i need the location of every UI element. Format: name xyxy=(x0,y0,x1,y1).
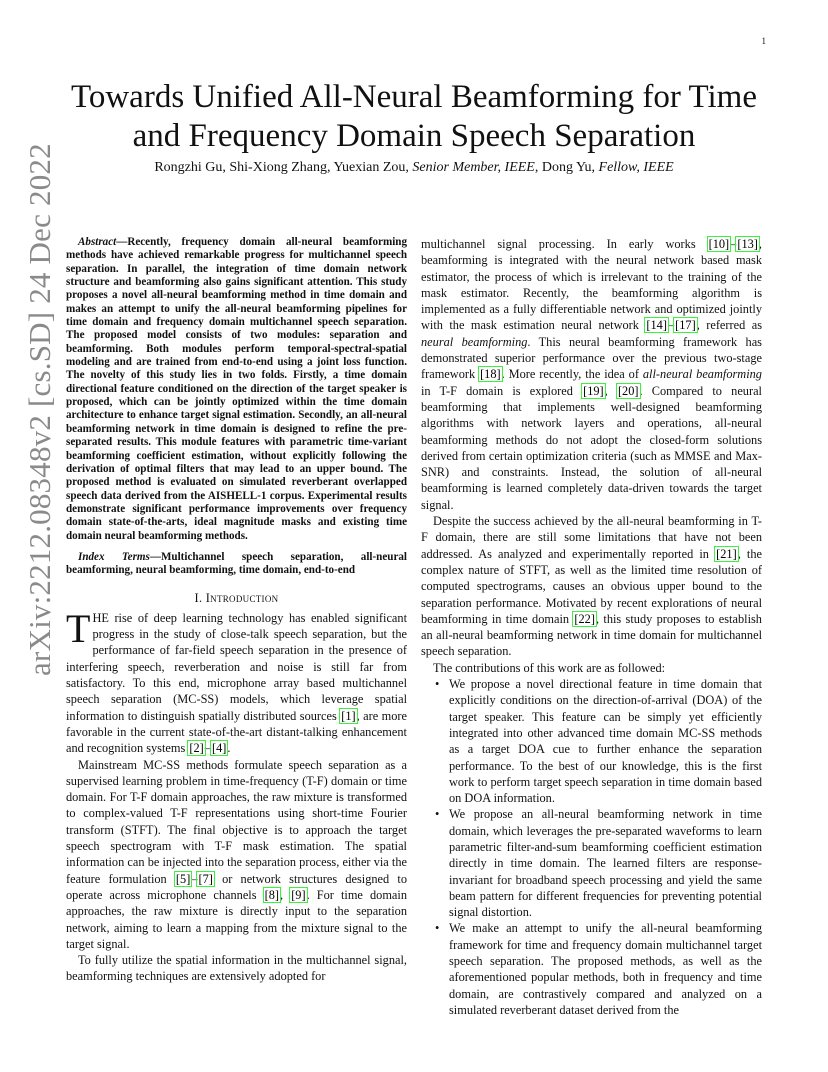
term-neural-beamforming: neural beamforming xyxy=(421,334,528,349)
index-terms-text: —Multichannel speech separation, all-neural beamforming, neural beamforming, time domain, end-to-end xyxy=(66,550,407,577)
citation-link[interactable]: [20] xyxy=(617,383,639,398)
contributions-intro: The contributions of this work are as followed: xyxy=(433,660,666,675)
r2-text: Despite the success achieved by the all-neural beamforming in T-F domain, there are still some limitations that have not been addressed. As analyzed and experimentally reported in xyxy=(421,514,762,561)
r1e-text: . More recently, the idea of xyxy=(501,367,643,382)
right-paragraph-2 xyxy=(421,513,762,660)
citation-link[interactable]: [22] xyxy=(574,611,595,626)
citation-link[interactable]: [10] xyxy=(708,237,730,251)
range-dash: – xyxy=(730,237,737,251)
index-terms-lead: Index Terms xyxy=(78,550,150,563)
r2c-text: , this study proposes to establish an all-neural beamforming network in time domain for multichannel speech separation. xyxy=(421,611,762,659)
intro-paragraph-3: To fully utilize the spatial information in the multichannel signal, beamforming techniques are extensively adopted for xyxy=(66,953,407,984)
intro-p2c-text: . For time domain approaches, the raw mixture is directly input to the separation network, aiming to learn a mapping from the mixture signal to the target signal. xyxy=(66,887,408,951)
range-dash: – xyxy=(667,318,675,333)
section-title: Introduction xyxy=(205,590,279,605)
author-title-fellow: Fellow, IEEE xyxy=(598,160,674,175)
bullet-icon: • xyxy=(435,921,440,936)
left-column xyxy=(66,236,407,985)
index-terms xyxy=(66,551,407,578)
author-names: Rongzhi Gu, Shi-Xiong Zhang, Yuexian Zou, xyxy=(154,160,409,175)
citation-link[interactable]: [5] xyxy=(175,871,191,886)
paper-title: Towards Unified All-Neural Beamforming for Time and Frequency Domain Speech Separation xyxy=(71,79,757,154)
drop-cap: T xyxy=(66,605,91,651)
term-all-neural-beamforming: all-neural beamforming xyxy=(642,367,762,382)
r1c-text: , referred as xyxy=(696,318,763,333)
citation-link[interactable]: [2] xyxy=(189,741,204,756)
citation-link[interactable]: [13] xyxy=(737,237,758,251)
bullet-icon: • xyxy=(435,677,440,692)
right-paragraph-1 xyxy=(421,236,762,513)
bullet-icon: • xyxy=(435,807,440,822)
citation-link[interactable]: [7] xyxy=(198,871,213,886)
author-name-dong-yu: , Dong Yu, xyxy=(534,160,596,175)
citation-link[interactable]: [8] xyxy=(264,887,280,902)
intro-p2-text: Mainstream MC-SS methods formulate speech separation as a supervised learning problem in time-frequency (T-F) domain or time domain. For T-F domain approaches, the raw mixture is transformed to complex-valued T-F representations using short-time Fourier transform (STFT). The final objective is to approach the target speech spectrogram with T-F mask estimation. The spatial information can be injected into the separation process, either via the feature formulation xyxy=(66,757,407,886)
citation-link[interactable]: [14] xyxy=(646,318,667,333)
intro-paragraph-2 xyxy=(66,757,407,953)
comma: , xyxy=(280,887,291,902)
citation-link[interactable]: [9] xyxy=(291,887,306,902)
section-heading-introduction xyxy=(66,590,407,606)
contributions-list xyxy=(421,676,762,1018)
abstract-lead: Abstract xyxy=(78,236,117,248)
period: . xyxy=(227,741,231,756)
abstract xyxy=(66,236,407,543)
intro-p2b-text: or network structures designed to operate across microphone channels xyxy=(66,871,407,902)
intro-p1b-text: , are more favorable in the current state-of-the-art distant-talking enhancement and recognition systems xyxy=(66,708,407,756)
range-dash: – xyxy=(191,871,198,886)
r1f-text: in T-F domain is explored xyxy=(421,383,583,398)
citation-link[interactable]: [1] xyxy=(341,708,356,723)
r1g-text: . Compared to neural beamforming that implements well-designed beamforming algorithms with network layers and operations, all-neural beamforming methods do not adopt the closed-form solutions derived from certain optimization criteria (such as MMSE and Max-SNR) and constraints. Instead, the solution of all-neural beamforming is learned completely data-driven towards the target signal. xyxy=(421,383,762,512)
intro-p1-text: HE rise of deep learning technology has enabled significant progress in the study of close-talk speech separation, but the performance of far-field speech separation in the presence of interfering speech, reverberation and noise is still far from satisfactory. To this end, microphone array based multichannel speech separation (MC-SS) models, which leverage spatial information to distinguish spatially distributed sources xyxy=(66,610,407,723)
list-item xyxy=(421,806,762,920)
list-item xyxy=(421,676,762,806)
section-number: I. xyxy=(194,590,203,605)
page-number: 1 xyxy=(761,36,766,46)
range-dash: – xyxy=(204,741,211,756)
comma: , xyxy=(604,383,617,398)
citation-link[interactable]: [21] xyxy=(716,546,737,561)
r1d-text: . This neural beamforming framework has demonstrated superior performance over the previous two-stage framework xyxy=(421,334,762,382)
abstract-text: —Recently, frequency domain all-neural beamforming methods have achieved remarkable progress for multichannel speech separation. In parallel, the integration of time domain network structure and beamforming also gains significant attention. This study proposes a novel all-neural beamforming method in time domain and makes an attempt to unify the all-neural beamforming pipelines for time domain and frequency domain multichannel speech separation. The proposed model consists of two modules: separation and beamforming. Both modules perform temporal-spectral-spatial modeling and are trained from end-to-end using a joint loss function. The novelty of this study lies in two folds. Firstly, a time domain directional feature conditioned on the direction of the target speaker is proposed, which can be jointly optimized within the time domain architecture to enhance target signal estimation. Secondly, an all-neural beamforming network in time domain is designed to refine the pre-separated results. This module features with parametric time-variant beamforming coefficient estimation, without explicitly following the derivation of optimal filters that may lead to an upper bound. The proposed method is evaluated on simulated reverberant overlapped speech data derived from the AISHELL-1 corpus. Experimental results demonstrate significant performance improvements over frequency domain state-of-the-arts, ideal magnitude masks and existing time domain neural beamforming methods. xyxy=(66,236,407,542)
r2b-text: , the complex nature of STFT, as well as the limited time resolution of computed spectrograms, causes an obvious upper bound to the separation performance. Motivated by recent explorations of neural beamforming in time domain xyxy=(421,546,762,626)
citation-link[interactable]: [17] xyxy=(675,318,696,333)
citation-link[interactable]: [4] xyxy=(211,741,227,756)
citation-link[interactable]: [18] xyxy=(480,367,501,382)
intro-paragraph-1 xyxy=(66,605,407,757)
r1b-text: , beamforming is integrated with the neural network based mask estimator, the process of which is irrelevant to the training of the mask estimator. Recently, the beamforming algorithm is implemented as a fully differentiable network and optimized jointly with the mask estimation neural network xyxy=(421,237,762,333)
list-item xyxy=(421,920,762,1018)
right-column xyxy=(421,236,762,1018)
author-list xyxy=(60,160,768,176)
citation-link[interactable]: [19] xyxy=(583,383,604,398)
r1-text: multichannel signal processing. In early works xyxy=(421,237,708,251)
author-title-senior-member: Senior Member, IEEE xyxy=(412,160,535,175)
list-item-text: We make an attempt to unify the all-neural beamforming framework for time and frequency domain multichannel target speech separation. The proposed methods, as well as the aforementioned popular methods, both in frequency and time domain, are contrastively compared and analyzed on a simulated reverberant dataset derived from the xyxy=(449,921,762,1017)
arxiv-identifier-stamp: arXiv:2212.08348v2 [cs.SD] 24 Dec 2022 xyxy=(22,143,57,676)
list-item-text: We propose a novel directional feature in time domain that explicitly conditions on the direction-of-arrival (DOA) of the target speaker. This feature can be simply yet efficiently integrated into other advanced time domain MC-SS methods as a target DOA cue to further enhance the separation performance. To the best of our knowledge, this is the first work to perform target speech separation in time domain based on DOA information. xyxy=(449,677,762,806)
list-item-text: We propose an all-neural beamforming network in time domain, which leverages the pre-separated waveforms to learn parametric filter-and-sum beamforming coefficient estimation directly in time domain. The learned filters are response-invariant for broadband speech processing and yield the same beam pattern for different frequencies for preventing potential signal distortion. xyxy=(449,807,762,920)
